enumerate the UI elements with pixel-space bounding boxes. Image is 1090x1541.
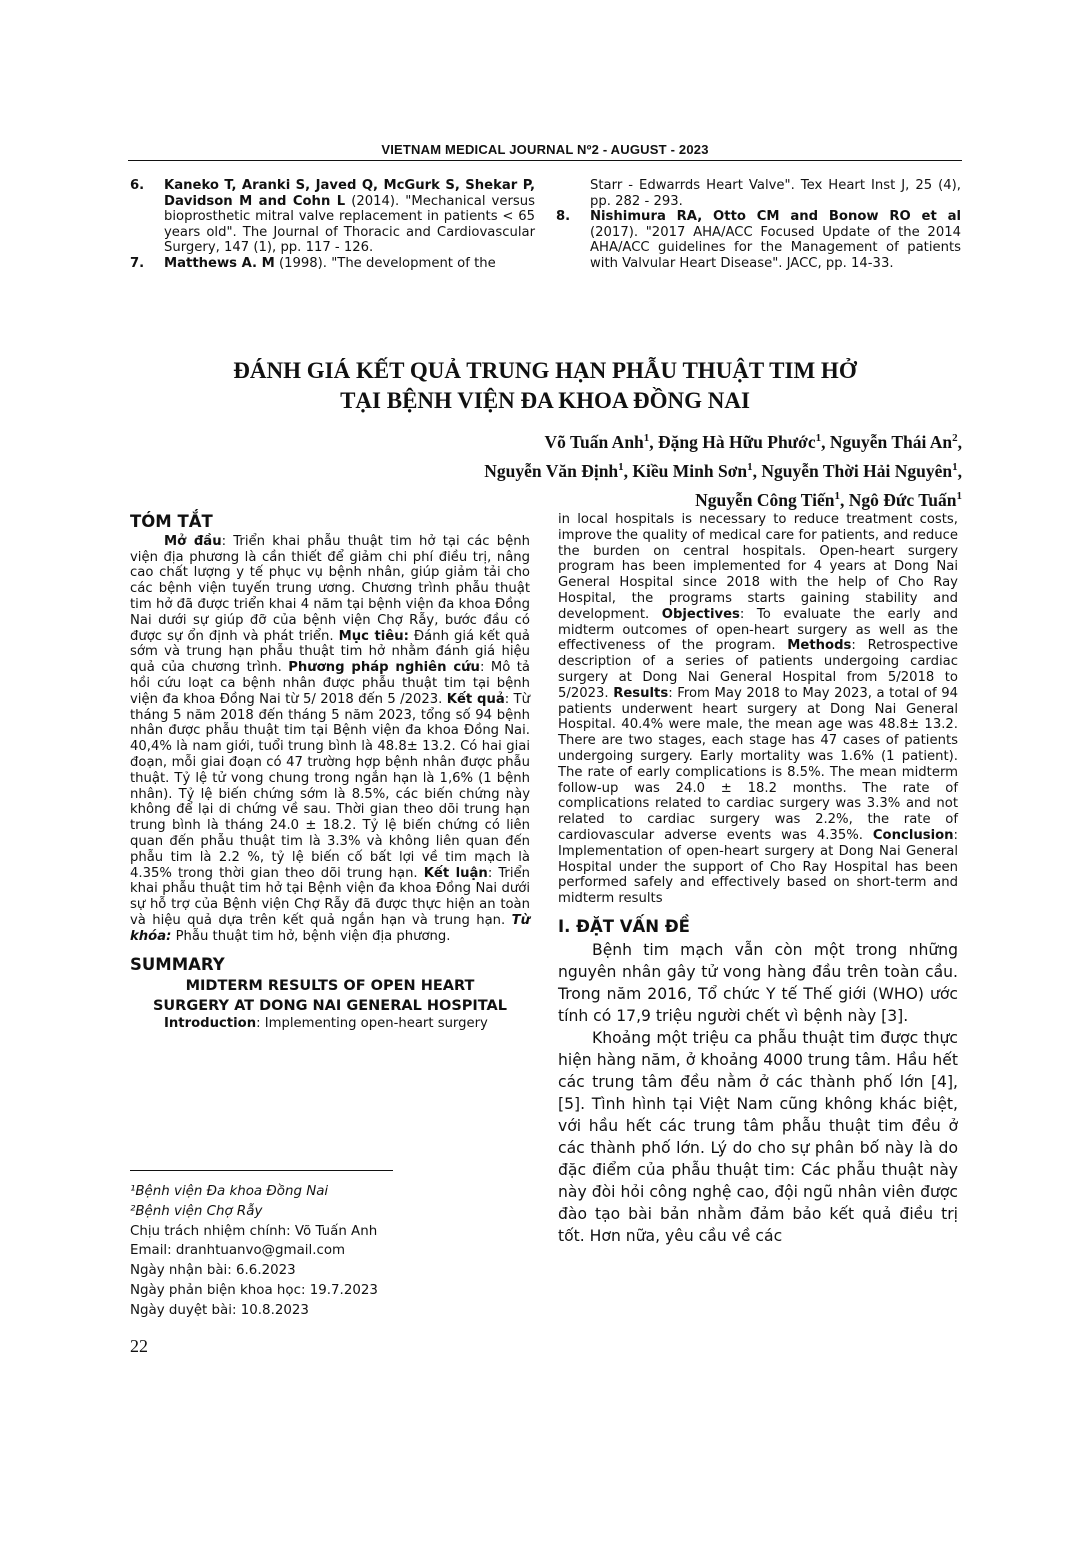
reference-text: (2014). "Mechanical versus bioprosthetic mitral valve replacement in patients < 65 years old". The Journal of Thoracic and Cardiovascular Surgery, 147 (1), pp. 117 - 126. [164, 193, 535, 256]
author-name: Nguyễn Văn Định [484, 460, 619, 481]
references-right [556, 178, 961, 272]
label-objectives: Objectives [661, 606, 740, 622]
reference-7 [130, 256, 535, 272]
reference-authors: Matthews A. M [164, 255, 275, 271]
author-name: Nguyễn Công Tiến [695, 489, 835, 510]
author-name: Nguyễn Thái An [829, 431, 953, 452]
abstract-english-start [130, 1016, 530, 1032]
abstract-text: : Mô tả hồi cứu loạt ca bệnh nhân được phẫu thuật tim tại bệnh viện đa khoa Đồng Nai từ 5/ 2018 đến 5 /2023. [130, 660, 530, 707]
affiliation-mark: 1 [956, 489, 962, 502]
label-introduction: Introduction [164, 1016, 257, 1032]
reference-number: 7. [130, 255, 145, 271]
corresponding-author: Chịu trách nhiệm chính: Võ Tuấn Anh [130, 1223, 378, 1239]
abstract-text: : To evaluate the early and midterm outcomes of open-heart surgery as well as the effectiveness of the program. [558, 606, 958, 654]
label-conclusion: Conclusion [872, 827, 954, 843]
affiliation-2: ²Bệnh viện Chợ Rẫy [130, 1203, 263, 1219]
abstract-text: Đánh giá kết quả sớm và trung hạn phẫu thuật tim hở nhằm đánh giá hiệu quả của chương trình. [130, 628, 530, 676]
footnote-rule [130, 1170, 393, 1171]
label-ppnc: Phương pháp nghiên cứu [288, 660, 480, 676]
date-accepted: Ngày duyệt bài: 10.8.2023 [130, 1302, 309, 1318]
article-title [128, 356, 962, 416]
label-tukhoa: Từ khóa: [130, 912, 530, 944]
page-number: 22 [130, 1336, 148, 1356]
affiliation-mark: 1 [747, 460, 753, 473]
author-list: Võ Tuấn Anh$^1$, Đặng Hà Hữu Phước$^1$, Nguyễn Thái An$^2$, Nguyễn Văn Định$^1$, Kiều Minh Sơn$^1$, Nguyễn Thời Hải Nguyên$^1$, Nguyễn Công Tiến$^1$, Ngô Đức Tuấn$^1$ [484, 431, 962, 510]
affiliation-mark: 1 [815, 432, 822, 444]
separator: , [821, 431, 830, 452]
abstract-text: : Implementing open-heart surgery [256, 1016, 488, 1032]
affiliation-mark: 2 [952, 432, 958, 444]
abstract-text: : Triển khai phẫu thuật tim hở tại các bệnh viện địa phương là cần thiết để giảm chi phí điều trị, nâng cao chất lượng y tế phục vụ bệnh nhân, giúp giảm tải cho các bệnh viện tuyến trung ương. Chương trình phẫu thuật tim hở đã được triển khai 4 năm tại bệnh viện đa khoa Đồng Nai dưới sự giúp đỡ của bệnh viện Chợ Rẫy, bước đầu có được sự ổn định và phát triển. [130, 533, 530, 644]
tomtat-heading: TÓM TẮT [130, 512, 213, 531]
separator: , [752, 460, 762, 481]
abstract-english [558, 512, 958, 907]
title-line: ĐÁNH GIÁ KẾT QUẢ TRUNG HẠN PHẪU THUẬT TIM HỞ [233, 358, 857, 383]
abstract-text: : From May 2018 to May 2023, a total of 94 patients underwent heart surgery at Dong Nai General Hospital. 40.4% were male, the mean age was 48.8± 13.2. There are two stages, each stage has 47 cases of patients undergoing surgery. Early mortality was 1.6% (1 patient). The rate of early complications is 8.5%. The mean midterm follow-up was 24.0 ± 18.2 months. The rate of complications related to cardiac surgery was 3.3% and not related to cardiac surgery was 2.2%, the rate of cardiovascular adverse events was 4.35%. [558, 685, 959, 843]
abstract-text: : Triển khai phẫu thuật tim hở tại Bệnh viện đa khoa Đồng Nai dưới sự hỗ trợ của Bệnh viện Chợ Rẫy đã được thực hiện an toàn và hiệu quả dựa trên kết quả ngắn hạn và trung hạn. [130, 865, 530, 928]
section-heading-intro: I. ĐẶT VẤN ĐỀ [558, 916, 690, 936]
footnotes [130, 1182, 530, 1321]
author-name: Đặng Hà Hữu Phước [658, 431, 816, 452]
title-line: TẠI BỆNH VIỆN ĐA KHOA ĐỒNG NAI [340, 388, 750, 413]
abstract-vietnamese [130, 534, 530, 945]
summary-title [130, 976, 530, 1016]
references-left [130, 178, 535, 272]
label-modau: Mở đầu [164, 533, 222, 549]
author-name: Nguyễn Thời Hải Nguyên [761, 460, 953, 481]
email: Email: dranhtuanvo@gmail.com [130, 1243, 346, 1259]
header-rule [128, 160, 962, 161]
reference-text: Starr - Edwarrds Heart Valve". Tex Heart Inst J, 25 (4), pp. 282 - 293. [590, 178, 961, 209]
reference-number: 6. [130, 178, 145, 193]
abstract-text: : Implementation of open-heart surgery at Dong Nai General Hospital under the support of Cho Ray Hospital has been performed safely and effectively based on short-term and midterm results [558, 827, 958, 907]
abstract-text: : Retrospective description of a series of patients undergoing cardiac surgery at Dong Nai General Hospital from 5/2018 to 5/2023. [558, 638, 958, 701]
intro-paragraph: Khoảng một triệu ca phẫu thuật tim được thực hiện hàng năm, ở khoảng 4000 trung tâm. Hầu hết các trung tâm đều nằm ở các thành phố lớn [4],[5]. Tình hình tại Việt Nam cũng không khác biệt, với hầu hết các trung tâm phẫu thuật tim đều ở các thành phố lớn. Lý do cho sự phân bố này là do đặc điểm của phẫu thuật tim: Các phẫu thuật này này đòi hỏi công nghệ cao, đội ngũ nhân viên được đào tạo bài bản nhằm đảm bảo kết quả điều trị tốt. Hơn nữa, yêu cầu về các [558, 1028, 958, 1245]
affiliation-mark: 1 [834, 489, 840, 502]
label-results: Results [613, 685, 669, 701]
reference-authors: Kaneko T, Aranki S, Javed Q, McGurk S, Shekar P, Davidson M and Cohn L [164, 178, 535, 209]
affiliation-mark: 1 [952, 460, 958, 473]
separator: , [649, 431, 659, 452]
right-column [558, 512, 958, 1247]
abstract-text: Phẫu thuật tim hở, bệnh viện địa phương. [171, 928, 451, 944]
reference-text: (2017). "2017 AHA/ACC Focused Update of the 2014 AHA/ACC guidelines for the Management of patients with Valvular Heart Disease". JACC, pp. 14-33. [590, 224, 961, 271]
label-ketqua: Kết quả [446, 691, 505, 707]
separator: , [839, 489, 849, 510]
summary-title-line: MIDTERM RESULTS OF OPEN HEART [185, 978, 475, 995]
reference-authors: Nishimura RA, Otto CM and Bonow RO et al [590, 209, 961, 225]
summary-heading: SUMMARY [130, 954, 225, 974]
affiliation-mark: 1 [643, 432, 650, 444]
reference-6 [130, 178, 535, 256]
summary-title-line: SURGERY AT DONG NAI GENERAL HOSPITAL [152, 998, 508, 1015]
reference-7-continued [556, 178, 961, 209]
label-ketluan: Kết luận [423, 865, 488, 881]
label-methods: Methods [787, 638, 852, 654]
reference-8 [556, 209, 961, 271]
author-name: Kiều Minh Sơn [632, 460, 748, 481]
abstract-text: in local hospitals is necessary to reduce treatment costs, improve the quality of medical care for patients, and reduce the burden on central hospitals. Open-heart surgery program has been implemented for 4 years at Dong Nai General Hospital since 2018 with the help of Cho Ray Hospital, the programs starts gaining stability and development. [558, 512, 958, 622]
date-received: Ngày nhận bài: 6.6.2023 [130, 1263, 296, 1279]
author-name: Ngô Đức Tuấn [848, 489, 957, 510]
abstract-text: : Từ tháng 5 năm 2018 đến tháng 5 năm 2023, tổng số 94 bệnh nhân được phẫu thuật tim tại Bệnh viện đa khoa Đồng Nai. 40,4% là nam giới, tuổi trung bình là 48.8± 13.2. Có hai giai đoạn, mỗi giai đoạn có 47 trường hợp bệnh nhân được phẫu thuật. Tỷ lệ tử vong chung trong ngắn hạn là 1,6% (1 bệnh nhân). Tỷ lệ biến chứng sớm là 8.5%, các biến chứng này không để lại di chứng về sau. Thời gian theo dõi trung hạn trung bình là tháng 24.0 ± 18.2. Tỷ lệ biến chứng có liên quan đến phẫu thuật tim là 3.3% và không liên quan đến phẫu tim là 2.2 %, tỷ lệ biến cố bất lợi về tim mạch là 4.35% trong thời gian theo dõi trung hạn. [130, 691, 530, 881]
intro-paragraph: Bệnh tim mạch vẫn còn một trong những nguyên nhân gây tử vong hàng đầu trên toàn cầu. Trong năm 2016, Tổ chức Y tế Thế giới (WHO) ước tính có 17,9 triệu người chết vì bệnh này [3]. [558, 940, 958, 1025]
reference-number: 8. [556, 209, 571, 225]
reference-text: (1998). "The development of the [274, 255, 496, 271]
journal-header: VIETNAM MEDICAL JOURNAL Nº2 - AUGUST - 2023 [381, 142, 709, 157]
author-name: Võ Tuấn Anh [544, 431, 644, 452]
separator: , [623, 460, 633, 481]
left-column [130, 514, 530, 1032]
affiliation-mark: 1 [618, 460, 624, 473]
label-muctieu: Mục tiêu: [338, 628, 409, 644]
affiliation-1: ¹Bệnh viện Đa khoa Đồng Nai [130, 1184, 329, 1199]
date-reviewed: Ngày phản biện khoa học: 19.7.2023 [130, 1282, 378, 1298]
